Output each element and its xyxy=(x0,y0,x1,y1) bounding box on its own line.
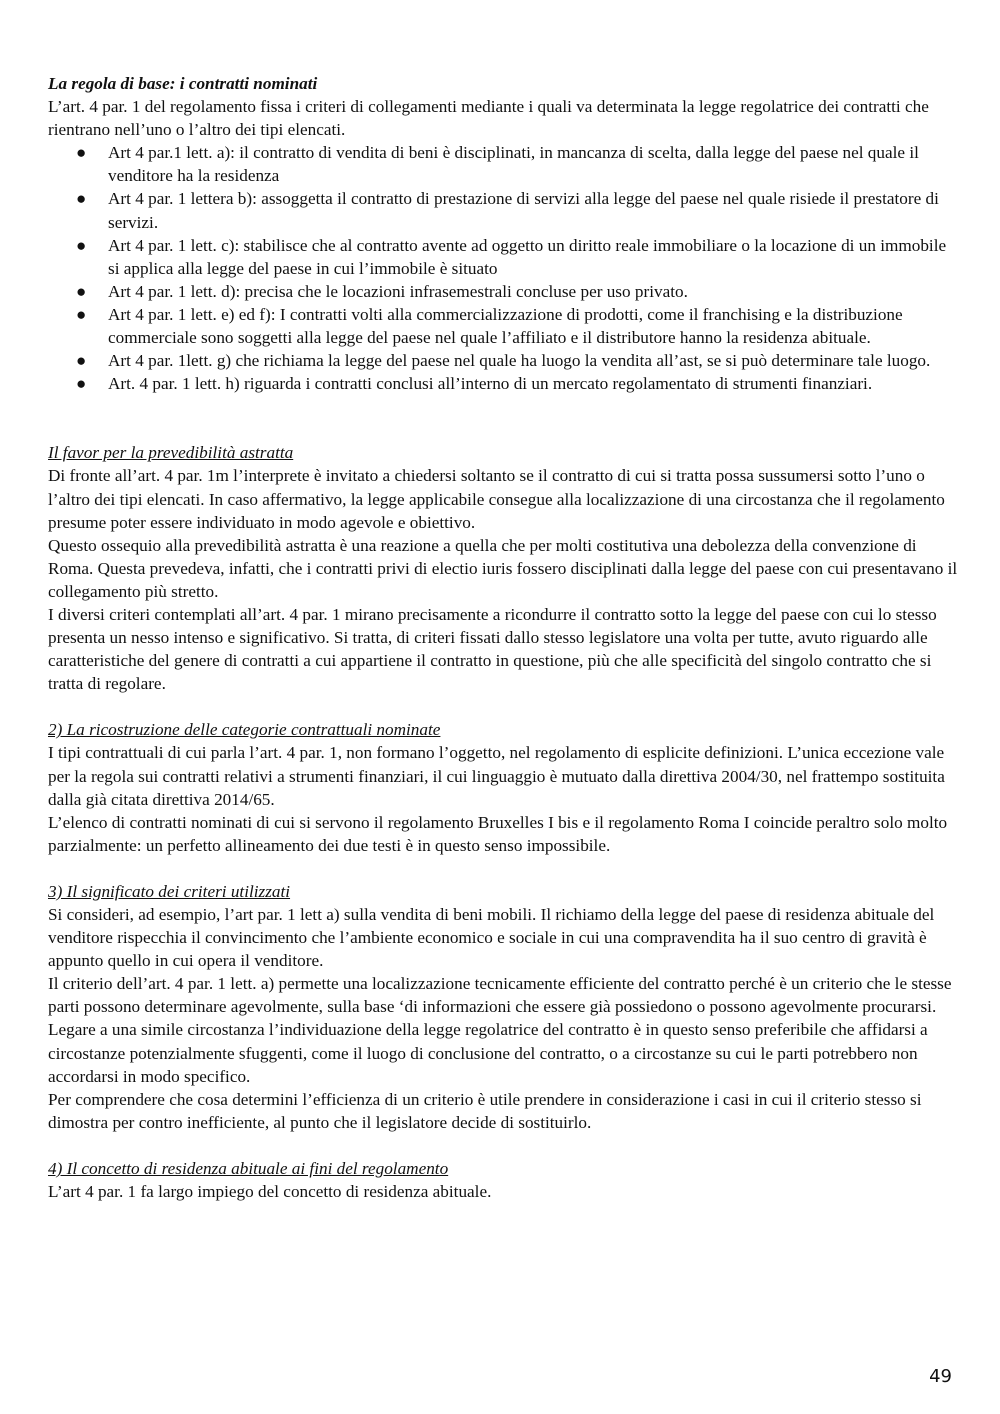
paragraph: Il criterio dell’art. 4 par. 1 lett. a) permette una localizzazione tecnicamente efficiente del contratto perché è un criterio che le stesse parti possono determinare agevolmente, sulla base ‘di informazioni che essere già possiedono o possono agevolmente procurarsi. xyxy=(48,974,952,1017)
paragraph: I tipi contrattuali di cui parla l’art. 4 par. 1, non formano l’oggetto, nel regolamento di esplicite definizioni. L’unica eccezione vale per la regola sui contratti relativi a strumenti finanziari, il cui linguaggio è mutuato dalla direttiva 2004/30, nel frattempo sostituita dalla già citata direttiva 2014/65. xyxy=(48,743,945,809)
list-item: ● Art 4 par. 1 lettera b): assoggetta il contratto di prestazione di servizi alla legge del paese nel quale risiede il prestatore di servizi. xyxy=(76,189,939,232)
paragraph: I diversi criteri contemplati all’art. 4 par. 1 mirano precisamente a ricondurre il contratto sotto la legge del paese con cui lo stesso presenta un nesso intenso e significativo. Si tratta, di criteri fissati dallo stesso legislatore una volta per tutte, avuto riguardo alle caratteristiche del genere di contratti a cui appartiene il contratto in questione, più che alle specificità del singolo contratto che si tratta di regolare. xyxy=(48,604,937,694)
bullet-icon: ● xyxy=(76,374,87,394)
section-heading-categorie: 2) La ricostruzione delle categorie contrattuali nominate xyxy=(48,720,441,740)
paragraph: Per comprendere che cosa determini l’efficienza di un criterio è utile prendere in considerazione i casi in cui il criterio stesso si dimostra per contro inefficiente, al punto che il legislatore decide di sostituirlo. xyxy=(48,1089,922,1132)
bullet-icon: ● xyxy=(76,143,87,163)
paragraph: L’elenco di contratti nominati di cui si servono il regolamento Bruxelles I bis e il regolamento Roma I coincide peraltro solo molto parzialmente: un perfetto allineamento dei due testi è in questo senso impossibile. xyxy=(48,812,948,855)
bullet-icon: ● xyxy=(76,304,87,324)
bullet-icon: ● xyxy=(76,351,87,371)
paragraph: Si consideri, ad esempio, l’art par. 1 lett a) sulla vendita di beni mobili. Il richiamo della legge del paese di residenza abituale del venditore rispecchia il convincimento che l’ambiente economico e sociale in cui una compravendita ha il suo centro di gravità è appunto quello in cui opera il venditore. xyxy=(48,905,935,971)
intro-paragraph: L’art. 4 par. 1 del regolamento fissa i criteri di collegamenti mediante i quali va determinata la legge regolatrice dei contratti che rientrano nell’uno o l’altro dei tipi elencati. xyxy=(48,97,929,140)
paragraph: Questo ossequio alla prevedibilità astratta è una reazione a quella che per molti costitutiva una debolezza della convenzione di Roma. Questa prevedeva, infatti, che i contratti privi di electio iuris fossero disciplinati dalla legge del paese con cui presentavano il collegamento più stretto. xyxy=(48,535,958,601)
list-item: ● Art 4 par. 1 lett. e) ed f): I contratti volti alla commercializzazione di prodotti, come il franchising e la distribuzione commerciale sono soggetti alla legge del paese nel quale l’affiliato e il distributore hanno la residenza abituale. xyxy=(76,304,903,348)
section-heading-contratti-nominati: La regola di base: i contratti nominati xyxy=(48,74,318,93)
page-number: 49 xyxy=(929,1366,952,1387)
paragraph: Legare a una simile circostanza l’individuazione della legge regolatrice del contratto è in questo senso preferibile che affidarsi a circostanze potenzialmente sfuggenti, come il luogo di conclusione del contratto, o a circostanze su cui le parti potrebbero non accordarsi in modo specifico. xyxy=(48,1020,928,1086)
criteria-list xyxy=(48,141,960,395)
section-heading-criteri: 3) Il significato dei criteri utilizzati xyxy=(48,881,291,901)
list-item: ● Art 4 par. 1 lett. d): precisa che le locazioni infrasemestrali concluse per uso privato. xyxy=(108,280,960,303)
paragraph: L’art 4 par. 1 fa largo impiego del concetto di residenza abituale. xyxy=(48,1182,492,1202)
list-item: ● Art. 4 par. 1 lett. h) riguarda i contratti conclusi all’interno di un mercato regolamentato di strumenti finanziari. xyxy=(108,372,960,395)
document-page xyxy=(48,72,960,1203)
section-heading-residenza: 4) Il concetto di residenza abituale ai fini del regolamento xyxy=(48,1158,449,1178)
section-heading-prevedibilita: Il favor per la prevedibilità astratta xyxy=(48,443,294,463)
bullet-icon: ● xyxy=(76,189,87,209)
list-item: ● Art 4 par. 1lett. g) che richiama la legge del paese nel quale ha luogo la vendita all’ast, se si può determinare tale luogo. xyxy=(108,349,960,372)
bullet-icon: ● xyxy=(76,281,87,301)
list-item: ● Art 4 par. 1 lett. c): stabilisce che al contratto avente ad oggetto un diritto reale immobiliare o la locazione di un immobile si applica alla legge del paese in cui l’immobile è situato xyxy=(76,235,947,278)
bullet-icon: ● xyxy=(76,235,87,255)
paragraph: Di fronte all’art. 4 par. 1m l’interprete è invitato a chiedersi soltanto se il contratto di cui si tratta possa sussumersi sotto l’uno o l’altro dei tipi elencati. In caso affermativo, la legge applicabile consegue alla localizzazione di una circostanza che il regolamento presume poter essere individuato in modo agevole e obiettivo. xyxy=(48,466,945,532)
list-item: ● Art 4 par.1 lett. a): il contratto di vendita di beni è disciplinati, in mancanza di scelta, dalla legge del paese nel quale il venditore ha la residenza xyxy=(76,143,919,186)
